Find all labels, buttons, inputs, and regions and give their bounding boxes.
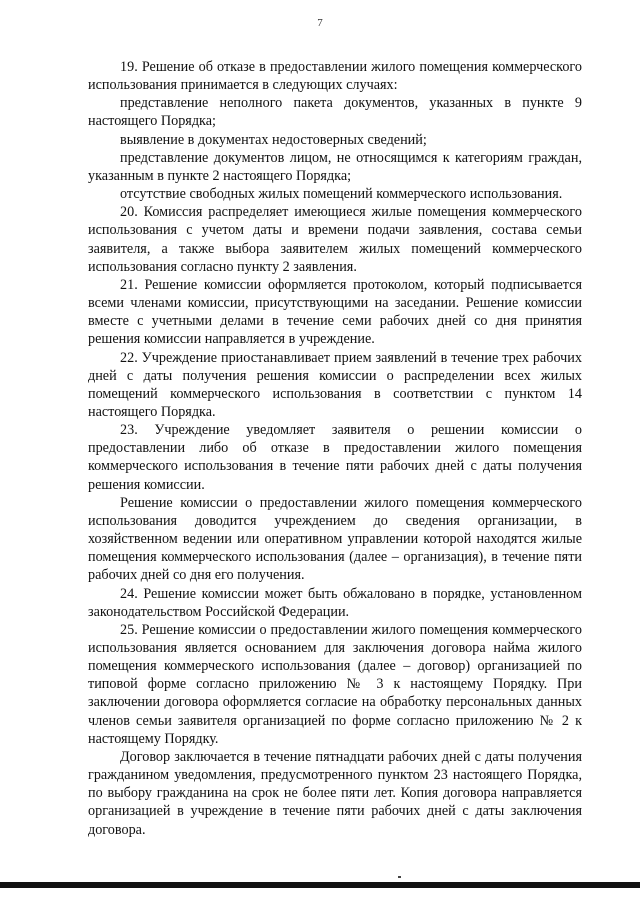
page-number: 7 — [317, 17, 323, 29]
paragraph-25-continued: Договор заключается в течение пятнадцати рабочих дней с даты получения гражданином уведомления, предусмотренного пунктом 23 настоящего Порядка, по выбору гражданина на срок не более пяти лет. Копия договора направляется организацией в учреждение в течение пяти рабочих дней с даты заключения договора. — [88, 748, 582, 838]
bottom-rule — [0, 882, 640, 888]
paragraph-25: 25. Решение комиссии о предоставлении жилого помещения коммерческого использования является основанием для заключения договора найма жилого помещения коммерческого использования (далее – договор) организацией по типовой форме согласно приложению № 3 к настоящему Порядку. При заключении договора оформляется согласие на обработку персональных данных членов семьи заявителя организацией по форме согласно приложению № 2 к настоящему Порядку. — [88, 621, 582, 747]
paragraph-23: 23. Учреждение уведомляет заявителя о решении комиссии о предоставлении либо об отказе в предоставлении жилого помещения коммерческого использования в течение пяти рабочих дней с даты получения решения комиссии. — [88, 422, 582, 493]
paragraph-22: 22. Учреждение приостанавливает прием заявлений в течение трех рабочих дней с даты получения решения комиссии о распределении всех жилых помещений коммерческого использования в соответствии с пунктом 14 настоящего Порядка. — [88, 349, 582, 420]
paragraph-19-case-4: отсутствие свободных жилых помещений коммерческого использования. — [120, 186, 563, 203]
paragraph-21: 21. Решение комиссии оформляется протоколом, который подписывается всеми членами комиссии, присутствующими на заседании. Решение комиссии вместе с учетными делами в течение семи рабочих дней со дня принятия решения комиссии направляется в учреждение. — [88, 276, 582, 348]
paragraph-19: 19. Решение об отказе в предоставлении жилого помещения коммерческого использования принимается в следующих случаях: — [88, 59, 582, 94]
document-body — [88, 58, 582, 839]
paragraph-19-case-3: представление документов лицом, не относящимся к категориям граждан, указанным в пункте 2 настоящего Порядка; — [88, 149, 582, 184]
paragraph-20: 20. Комиссия распределяет имеющиеся жилые помещения коммерческого использования с учетом даты и времени подачи заявления, состава семьи заявителя, а также выбора заявителем жилых помещений коммерческого использования согласно пункту 2 заявления. — [88, 204, 582, 275]
scan-speck — [398, 876, 401, 878]
paragraph-23-continued: Решение комиссии о предоставлении жилого помещения коммерческого использования доводится учреждением до сведения организации, в хозяйственном ведении или оперативном управлении которой находятся жилые помещения коммерческого использования (далее – организация), в течение пяти рабочих дней со дня его получения. — [88, 494, 582, 584]
paragraph-19-case-2: выявление в документах недостоверных сведений; — [120, 131, 427, 148]
paragraph-19-case-1: представление неполного пакета документов, указанных в пункте 9 настоящего Порядка; — [88, 95, 582, 130]
paragraph-24: 24. Решение комиссии может быть обжаловано в порядке, установленном законодательством Российской Федерации. — [88, 585, 582, 620]
